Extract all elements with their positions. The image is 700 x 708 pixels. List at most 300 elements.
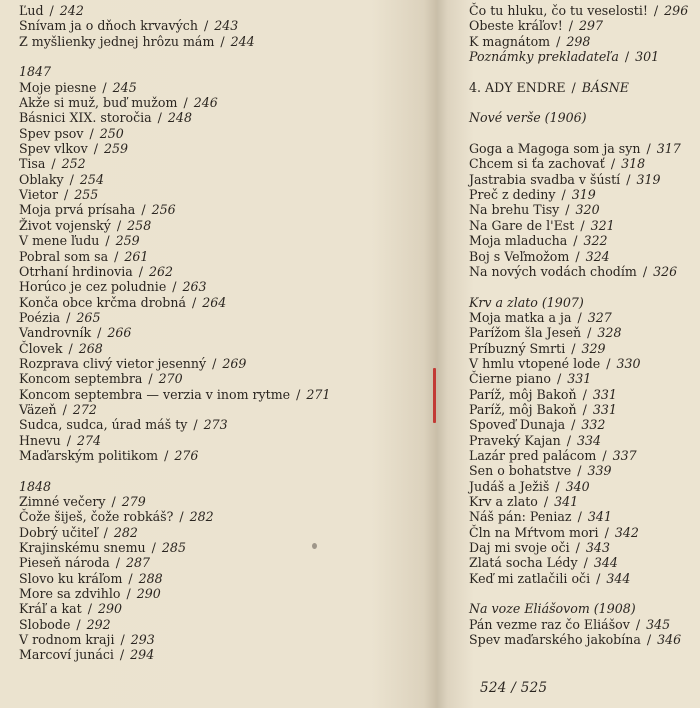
entry-page: 340 bbox=[565, 478, 590, 494]
separator: / bbox=[45, 3, 58, 18]
toc-entry bbox=[19, 141, 330, 156]
toc-entry bbox=[469, 540, 688, 555]
entry-title: Koncom septembra bbox=[19, 371, 143, 387]
entry-title: V hmlu vtopené lode bbox=[469, 355, 601, 371]
entry-title: Praveký Kajan bbox=[469, 432, 561, 448]
toc-entry bbox=[469, 555, 688, 570]
separator: / bbox=[62, 432, 76, 448]
chapter-heading bbox=[469, 80, 688, 95]
toc-entry bbox=[469, 249, 688, 264]
separator: / bbox=[642, 141, 655, 157]
entry-title: Vandrovník bbox=[19, 325, 92, 341]
entry-title: Maďarským politikom bbox=[19, 447, 159, 463]
toc-entry bbox=[469, 463, 688, 478]
entry-title: Zlatá socha Lédy bbox=[469, 555, 578, 571]
entry-page: 265 bbox=[76, 309, 101, 325]
section-heading: Nové verše (1906) bbox=[469, 110, 587, 126]
separator: / bbox=[578, 401, 591, 417]
separator: / bbox=[93, 325, 106, 341]
entry-page: 248 bbox=[167, 110, 192, 126]
bookmark-ribbon bbox=[433, 368, 436, 423]
separator: / bbox=[115, 647, 129, 663]
toc-entry bbox=[19, 80, 330, 95]
entry-title: Akže si muž, buď mužom bbox=[19, 95, 178, 111]
entry-page: 270 bbox=[158, 371, 183, 387]
toc-entry bbox=[469, 264, 688, 279]
entry-page: 264 bbox=[202, 294, 227, 310]
entry-page: 271 bbox=[306, 386, 331, 402]
toc-entry bbox=[19, 95, 330, 110]
toc-entry bbox=[469, 479, 688, 494]
entry-page: 282 bbox=[113, 524, 138, 540]
entry-page: 320 bbox=[575, 202, 600, 218]
entry-title: Jastrabia svadba v šústí bbox=[469, 171, 621, 187]
toc-entry bbox=[469, 187, 688, 202]
entry-title: Človek bbox=[19, 340, 63, 356]
entry-page: 276 bbox=[174, 447, 199, 463]
separator: / bbox=[631, 616, 645, 632]
separator: / bbox=[58, 401, 71, 417]
entry-title: Otrhaní hrdinovia bbox=[19, 263, 133, 279]
entry-title: Poézia bbox=[19, 309, 61, 325]
toc-entry bbox=[19, 586, 330, 601]
entry-title: Lazár pred palácom bbox=[469, 447, 597, 463]
toc-left-column bbox=[19, 3, 330, 663]
toc-entry bbox=[469, 617, 688, 632]
spacer bbox=[469, 95, 688, 110]
entry-page: 328 bbox=[597, 325, 622, 341]
entry-page: 326 bbox=[653, 263, 678, 279]
separator: / bbox=[147, 540, 160, 556]
entry-page: 250 bbox=[99, 125, 124, 141]
entry-title: Koncom septembra — verzia v inom rytme bbox=[19, 386, 291, 402]
separator: / bbox=[649, 3, 663, 18]
entry-page: 329 bbox=[581, 340, 606, 356]
entry-title: Paríž, môj Bakoň bbox=[469, 401, 577, 417]
entry-title: Snívam ja o dňoch krvavých bbox=[19, 18, 198, 34]
entry-title: Básnici XIX. storočia bbox=[19, 110, 152, 126]
entry-title: Spoveď Dunaja bbox=[469, 417, 566, 433]
entry-page: 322 bbox=[583, 233, 608, 249]
entry-title: Väzeň bbox=[19, 401, 57, 417]
entry-title: Z myšlienky jednej hrôzu mám bbox=[19, 33, 215, 49]
toc-entry bbox=[19, 249, 330, 264]
entry-title: Moja mladucha bbox=[469, 233, 568, 249]
separator: / bbox=[583, 325, 596, 341]
entry-title: V rodnom kraji bbox=[19, 632, 115, 648]
entry-title: Poznámky prekladateľa bbox=[469, 49, 619, 65]
toc-entry bbox=[469, 34, 688, 49]
entry-page: 341 bbox=[554, 494, 579, 509]
separator: / bbox=[99, 524, 112, 540]
separator: / bbox=[576, 217, 589, 233]
toc-entry bbox=[469, 3, 688, 18]
entry-page: 339 bbox=[587, 463, 612, 479]
entry-page: 331 bbox=[592, 401, 617, 417]
section-heading: 1847 bbox=[19, 64, 52, 80]
toc-entry bbox=[19, 18, 330, 33]
toc-entry bbox=[469, 233, 688, 248]
separator: / bbox=[47, 156, 60, 172]
toc-entry bbox=[19, 233, 330, 248]
section-heading: 1848 bbox=[19, 478, 52, 494]
entry-page: 297 bbox=[579, 18, 604, 34]
toc-entry bbox=[19, 387, 330, 402]
separator: / bbox=[551, 478, 564, 494]
chapter-author: 4. ADY ENDRE bbox=[469, 79, 566, 95]
entry-title: Spev maďarského jakobína bbox=[469, 632, 641, 648]
entry-title: Zimné večery bbox=[19, 494, 106, 509]
entry-page: 290 bbox=[136, 586, 161, 602]
entry-title: Slovo ku kráľom bbox=[19, 570, 123, 586]
toc-entry bbox=[469, 310, 688, 325]
entry-page: 279 bbox=[121, 494, 146, 509]
entry-title: Pobral som sa bbox=[19, 248, 109, 264]
toc-entry bbox=[469, 18, 688, 33]
toc-entry bbox=[469, 433, 688, 448]
spacer bbox=[19, 49, 330, 64]
entry-title: Život vojenský bbox=[19, 217, 111, 233]
toc-entry bbox=[19, 540, 330, 555]
entry-page: 246 bbox=[193, 95, 218, 111]
chapter-subtitle: BÁSNE bbox=[581, 79, 629, 95]
entry-page: 318 bbox=[621, 156, 646, 172]
entry-page: 331 bbox=[567, 371, 592, 387]
separator: / bbox=[579, 555, 592, 571]
entry-page: 331 bbox=[592, 386, 617, 402]
separator: / bbox=[189, 417, 202, 433]
separator: / bbox=[85, 125, 98, 141]
separator: / bbox=[60, 187, 73, 203]
spacer bbox=[469, 279, 688, 294]
entry-page: 273 bbox=[203, 417, 228, 433]
separator: / bbox=[137, 202, 150, 218]
toc-entry bbox=[19, 617, 330, 632]
entry-title: Preč z dediny bbox=[469, 187, 556, 203]
entry-title: Marcoví junáci bbox=[19, 647, 114, 663]
entry-title: Sen o bohatstve bbox=[469, 463, 572, 479]
entry-page: 266 bbox=[107, 325, 132, 341]
entry-page: 337 bbox=[612, 447, 637, 463]
entry-page: 321 bbox=[590, 217, 615, 233]
separator: / bbox=[83, 601, 96, 617]
entry-page: 287 bbox=[126, 555, 151, 571]
entry-page: 319 bbox=[636, 171, 661, 187]
toc-entry bbox=[19, 341, 330, 356]
entry-title: Oblaky bbox=[19, 171, 64, 187]
separator: / bbox=[567, 340, 580, 356]
entry-page: 259 bbox=[103, 141, 129, 157]
entry-page: 327 bbox=[587, 309, 612, 325]
entry-title: Čo tu hluku, čo tu veselosti! bbox=[469, 3, 648, 18]
entry-page: 256 bbox=[151, 202, 176, 218]
entry-page: 262 bbox=[148, 263, 174, 279]
separator: / bbox=[179, 95, 192, 111]
entry-page: 254 bbox=[79, 171, 104, 187]
entry-title: Na brehu Tisy bbox=[469, 202, 560, 218]
toc-entry bbox=[19, 187, 330, 202]
separator: / bbox=[567, 79, 580, 95]
separator: / bbox=[573, 309, 586, 325]
separator: / bbox=[134, 263, 147, 279]
toc-entry bbox=[19, 371, 330, 386]
toc-entry bbox=[469, 172, 688, 187]
entry-page: 263 bbox=[182, 279, 207, 295]
toc-entry bbox=[469, 632, 688, 647]
entry-title: Boj s Veľmožom bbox=[469, 248, 570, 264]
separator: / bbox=[107, 494, 120, 509]
entry-page: 261 bbox=[124, 248, 149, 264]
toc-entry bbox=[469, 356, 688, 371]
entry-title: Hnevu bbox=[19, 432, 61, 448]
entry-page: 294 bbox=[130, 647, 155, 663]
toc-entry bbox=[19, 601, 330, 616]
entry-title: V mene ľudu bbox=[19, 233, 100, 249]
entry-title: Náš pán: Peniaz bbox=[469, 509, 572, 525]
separator: / bbox=[561, 202, 574, 218]
entry-page: 298 bbox=[566, 33, 591, 49]
entry-title: Krajinskému snemu bbox=[19, 540, 146, 556]
entry-title: Moje piesne bbox=[19, 79, 97, 95]
toc-entry bbox=[19, 202, 330, 217]
toc-entry bbox=[469, 341, 688, 356]
toc-entry bbox=[19, 402, 330, 417]
entry-page: 255 bbox=[74, 187, 99, 203]
spacer bbox=[469, 64, 688, 79]
toc-entry bbox=[19, 3, 330, 18]
entry-page: 274 bbox=[77, 432, 102, 448]
entry-title: Dobrý učiteľ bbox=[19, 524, 98, 540]
toc-entry bbox=[19, 34, 330, 49]
toc-entry bbox=[19, 647, 330, 662]
entry-title: Čln na Mŕtvom mori bbox=[469, 524, 599, 540]
toc-entry bbox=[469, 402, 688, 417]
entry-title: Príbuzný Smrti bbox=[469, 340, 566, 356]
entry-title: Čože šiješ, čože robkáš? bbox=[19, 509, 174, 525]
separator: / bbox=[569, 233, 582, 249]
separator: / bbox=[144, 371, 157, 387]
toc-entry bbox=[469, 49, 688, 64]
entry-page: 330 bbox=[616, 355, 641, 371]
separator: / bbox=[116, 632, 129, 648]
page-numbers: 524 / 525 bbox=[480, 680, 548, 696]
entry-page: 343 bbox=[585, 540, 610, 556]
entry-title: More sa zdvihlo bbox=[19, 586, 121, 602]
separator: / bbox=[168, 279, 181, 295]
toc-entry bbox=[19, 295, 330, 310]
toc-entry bbox=[19, 433, 330, 448]
entry-title: Tisa bbox=[19, 156, 46, 172]
separator: / bbox=[622, 171, 635, 187]
entry-title: Keď mi zatlačili oči bbox=[469, 570, 591, 586]
entry-page: 301 bbox=[635, 49, 660, 65]
entry-title: Moja prvá prísaha bbox=[19, 202, 136, 218]
separator: / bbox=[98, 79, 111, 95]
toc-entry bbox=[19, 356, 330, 371]
separator: / bbox=[552, 33, 565, 49]
separator: / bbox=[592, 570, 605, 586]
separator: / bbox=[606, 156, 620, 172]
toc-entry bbox=[469, 494, 688, 509]
separator: / bbox=[567, 417, 580, 433]
separator: / bbox=[602, 355, 615, 371]
spacer bbox=[469, 126, 688, 141]
toc-entry bbox=[469, 371, 688, 386]
entry-page: 332 bbox=[581, 417, 606, 433]
separator: / bbox=[122, 586, 135, 602]
entry-page: 269 bbox=[222, 355, 247, 371]
separator: / bbox=[160, 447, 173, 463]
entry-title: Rozprava clivý vietor jesenný bbox=[19, 355, 207, 371]
entry-page: 344 bbox=[593, 555, 618, 571]
separator: / bbox=[600, 524, 613, 540]
toc-entry bbox=[19, 310, 330, 325]
separator: / bbox=[124, 570, 137, 586]
separator: / bbox=[553, 371, 566, 387]
toc-right-column bbox=[469, 3, 688, 647]
separator: / bbox=[208, 355, 221, 371]
entry-title: Spev vlkov bbox=[19, 141, 88, 157]
toc-entry bbox=[469, 325, 688, 340]
entry-page: 296 bbox=[664, 3, 689, 18]
entry-page: 282 bbox=[189, 509, 214, 525]
separator: / bbox=[199, 18, 213, 34]
toc-entry bbox=[469, 218, 688, 233]
separator: / bbox=[571, 540, 584, 556]
entry-title: Ľud bbox=[19, 3, 44, 18]
separator: / bbox=[578, 386, 591, 402]
toc-entry bbox=[19, 156, 330, 171]
entry-page: 288 bbox=[138, 570, 163, 586]
toc-entry bbox=[469, 202, 688, 217]
entry-page: 285 bbox=[161, 540, 186, 556]
entry-title: Na Gare de l'Est bbox=[469, 217, 575, 233]
entry-page: 319 bbox=[571, 187, 596, 203]
separator: / bbox=[573, 509, 586, 525]
entry-page: 272 bbox=[72, 401, 97, 417]
entry-page: 317 bbox=[656, 141, 681, 157]
entry-title: Judáš a Ježiš bbox=[469, 478, 550, 494]
separator: / bbox=[89, 141, 102, 157]
entry-page: 344 bbox=[606, 570, 631, 586]
separator: / bbox=[64, 340, 77, 356]
separator: / bbox=[175, 509, 188, 525]
separator: / bbox=[112, 217, 126, 233]
separator: / bbox=[539, 494, 553, 509]
entry-page: 259 bbox=[115, 233, 140, 249]
toc-entry bbox=[19, 325, 330, 340]
entry-title: Slobode bbox=[19, 616, 71, 632]
toc-entry bbox=[19, 525, 330, 540]
entry-title: K magnátom bbox=[469, 33, 551, 49]
toc-entry bbox=[469, 448, 688, 463]
entry-page: 342 bbox=[614, 524, 639, 540]
toc-entry bbox=[19, 264, 330, 279]
separator: / bbox=[564, 18, 578, 34]
entry-page: 341 bbox=[587, 509, 612, 525]
toc-entry bbox=[469, 525, 688, 540]
entry-page: 345 bbox=[646, 616, 671, 632]
toc-entry bbox=[19, 494, 330, 509]
toc-entry bbox=[19, 126, 330, 141]
entry-title: Čierne piano bbox=[469, 371, 551, 387]
toc-entry bbox=[19, 632, 330, 647]
separator: / bbox=[573, 463, 586, 479]
entry-title: Kráľ a kat bbox=[19, 601, 82, 617]
entry-page: 252 bbox=[61, 156, 86, 172]
entry-title: Pieseň národa bbox=[19, 555, 110, 571]
toc-entry bbox=[19, 509, 330, 524]
separator: / bbox=[620, 49, 634, 65]
toc-entry bbox=[469, 417, 688, 432]
separator: / bbox=[598, 447, 611, 463]
separator: / bbox=[101, 233, 114, 249]
entry-page: 334 bbox=[577, 432, 602, 448]
separator: / bbox=[571, 248, 584, 264]
entry-title: Spev psov bbox=[19, 125, 84, 141]
entry-page: 290 bbox=[97, 601, 122, 617]
separator: / bbox=[562, 432, 576, 448]
separator: / bbox=[557, 187, 570, 203]
toc-entry bbox=[19, 448, 330, 463]
section-heading: Na voze Eliášovom (1908) bbox=[469, 601, 636, 617]
entry-page: 293 bbox=[130, 632, 155, 648]
separator: / bbox=[292, 386, 305, 402]
toc-entry bbox=[469, 571, 688, 586]
entry-title: Goga a Magoga som ja syn bbox=[469, 141, 641, 157]
separator: / bbox=[153, 110, 166, 126]
toc-entry bbox=[469, 509, 688, 524]
spacer bbox=[19, 463, 330, 478]
toc-entry bbox=[469, 141, 688, 156]
separator: / bbox=[642, 632, 656, 648]
toc-entry bbox=[19, 110, 330, 125]
entry-page: 346 bbox=[657, 632, 682, 648]
toc-entry bbox=[19, 172, 330, 187]
separator: / bbox=[72, 616, 85, 632]
entry-title: Vietor bbox=[19, 187, 59, 203]
entry-title: Moja matka a ja bbox=[469, 309, 572, 325]
toc-entry bbox=[19, 555, 330, 570]
separator: / bbox=[62, 309, 75, 325]
entry-page: 244 bbox=[230, 33, 255, 49]
entry-title: Daj mi svoje oči bbox=[469, 540, 570, 556]
toc-entry bbox=[469, 387, 688, 402]
toc-entry bbox=[19, 218, 330, 233]
entry-title: Krv a zlato bbox=[469, 494, 538, 509]
spacer bbox=[469, 586, 688, 601]
separator: / bbox=[187, 294, 201, 310]
entry-title: Horúco je cez poludnie bbox=[19, 279, 167, 295]
toc-entry bbox=[19, 571, 330, 586]
separator: / bbox=[110, 248, 123, 264]
separator: / bbox=[216, 33, 229, 49]
entry-title: Obeste kráľov! bbox=[469, 18, 563, 34]
entry-page: 268 bbox=[78, 340, 103, 356]
toc-entry bbox=[469, 156, 688, 171]
toc-entry bbox=[19, 417, 330, 432]
entry-title: Chcem si ťa zachovať bbox=[469, 156, 605, 172]
entry-title: Parížom šla Jeseň bbox=[469, 325, 582, 341]
entry-title: Konča obce krčma drobná bbox=[19, 294, 186, 310]
entry-page: 245 bbox=[112, 79, 137, 95]
entry-page: 324 bbox=[585, 248, 610, 264]
entry-page: 292 bbox=[86, 616, 111, 632]
separator: / bbox=[638, 263, 652, 279]
separator: / bbox=[65, 171, 78, 187]
entry-title: Pán vezme raz čo Eliášov bbox=[469, 616, 630, 632]
entry-title: Na nových vodách chodím bbox=[469, 263, 637, 279]
